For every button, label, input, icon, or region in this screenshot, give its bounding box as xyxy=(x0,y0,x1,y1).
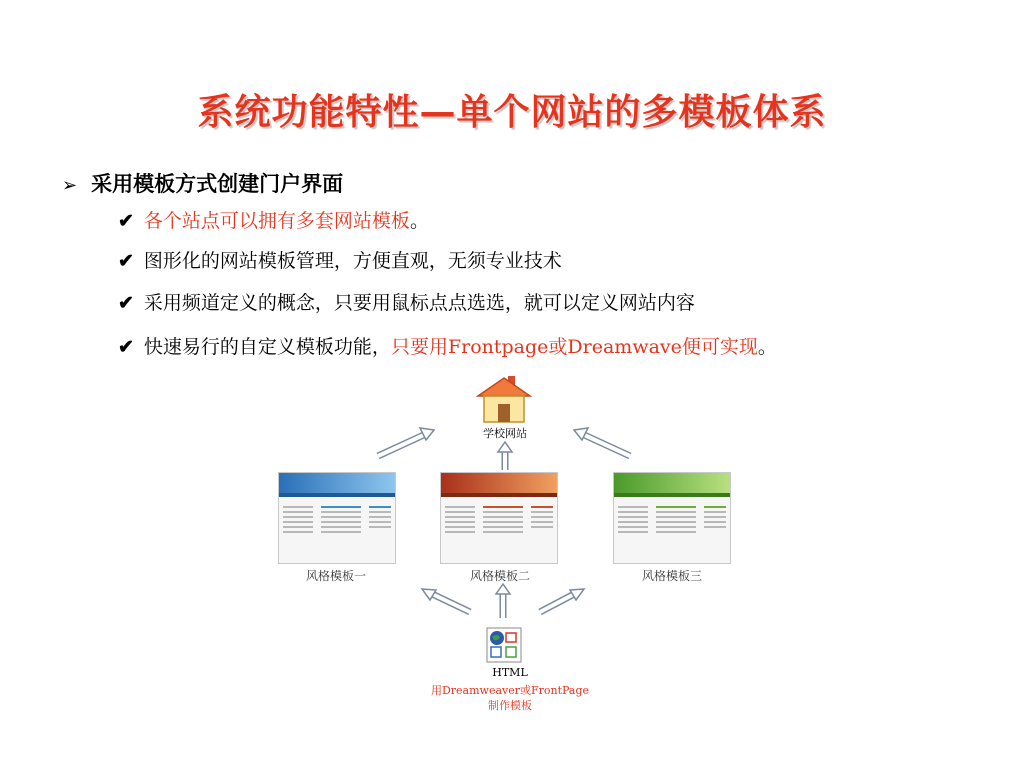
check-icon: ✔ xyxy=(118,336,134,358)
check-icon: ✔ xyxy=(118,210,134,232)
sub-point-4-tail: 。 xyxy=(757,336,777,358)
template-caption-1: 风格模板一 xyxy=(305,569,366,583)
sub-point-4-pre: 快速易行的自定义模板功能， xyxy=(143,336,391,358)
house-label: 学校网站 xyxy=(483,427,527,440)
template-thumbnail-1 xyxy=(278,472,396,564)
arrow-bullet-icon: ➢ xyxy=(62,175,78,196)
check-icon: ✔ xyxy=(118,250,134,272)
main-bullet-text: 采用模板方式创建门户界面 xyxy=(91,172,344,196)
tool-label: 用Dreamweaver或FrontPage xyxy=(430,684,590,697)
template-caption-2: 风格模板二 xyxy=(469,569,530,583)
html-label: HTML xyxy=(492,666,528,679)
html-file-icon xyxy=(486,627,522,663)
sub-point-4-red: 只要用Frontpage或Dreamwave便可实现 xyxy=(390,336,758,358)
sub-point-1-text: 各个站点可以拥有多套网站模板 xyxy=(143,210,410,232)
template-thumbnail-3 xyxy=(613,472,731,564)
slide-title: 系统功能特性—单个网站的多模板体系 xyxy=(197,92,827,133)
template-caption-3: 风格模板三 xyxy=(641,569,702,583)
check-icon: ✔ xyxy=(118,292,134,314)
sub-point-1-tail: 。 xyxy=(409,210,429,232)
sub-point-3-text: 采用频道定义的概念，只要用鼠标点点选选，就可以定义网站内容 xyxy=(143,292,695,314)
template-thumbnail-2 xyxy=(440,472,558,564)
make-label: 制作模板 xyxy=(488,699,532,712)
sub-point-2-text: 图形化的网站模板管理，方便直观，无须专业技术 xyxy=(143,250,562,272)
